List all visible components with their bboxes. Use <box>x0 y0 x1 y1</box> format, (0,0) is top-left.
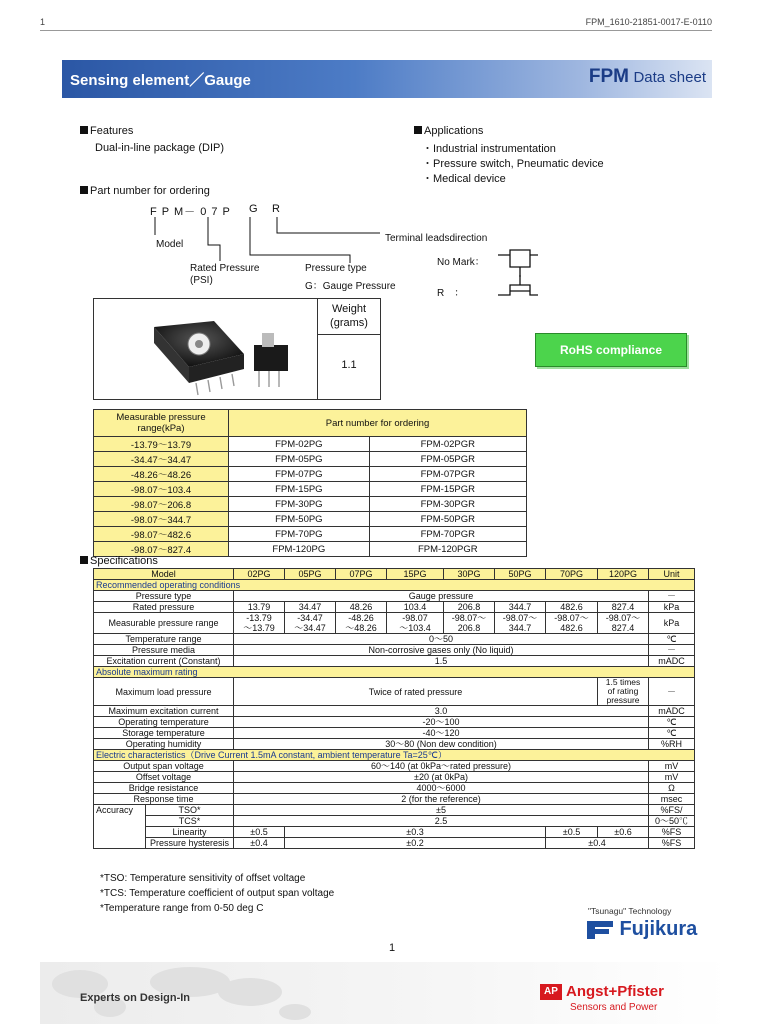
title-banner <box>62 60 712 98</box>
pn-part-gr: FPM-07PGR <box>369 467 526 482</box>
spec-unit: － <box>649 645 695 656</box>
label-no-mark: No Mark： <box>437 257 485 268</box>
pn-table-body <box>94 437 527 557</box>
spec-value: ±0.6 <box>598 827 649 838</box>
spec-value: ±0.4 <box>546 838 649 849</box>
part-number-table <box>93 409 527 557</box>
pn-row <box>94 467 527 482</box>
mpr-cell: -34.47 ～34.47 <box>285 613 336 634</box>
spec-value: ±0.5 <box>234 827 285 838</box>
spec-value: 4000～6000 <box>234 783 649 794</box>
spec-unit: msec <box>649 794 695 805</box>
spec-value: ±20 (at 0kPa) <box>234 772 649 783</box>
pn-range: -98.07～827.4 <box>94 542 229 557</box>
spec-col-head: 15PG <box>387 569 444 580</box>
section-electric: Electric characteristics（Drive Current 1.5mA constant, ambient temperature Ta=25℃） <box>94 750 695 761</box>
mpr-cell: -98.07～ 206.8 <box>444 613 495 634</box>
spec-value: 13.79 <box>234 602 285 613</box>
page-number: 1 <box>389 942 396 954</box>
pn-row <box>94 437 527 452</box>
label-rated-unit: (PSI) <box>190 275 213 286</box>
spec-col-head: 02PG <box>234 569 285 580</box>
spec-unit: Ω <box>649 783 695 794</box>
spec-col-head: 30PG <box>444 569 495 580</box>
spec-unit: kPa <box>649 613 695 634</box>
pn-range: -34.47～34.47 <box>94 452 229 467</box>
product-name: FPM <box>588 66 629 87</box>
section-recommended: Recommended operating conditions <box>94 580 695 591</box>
spec-value: Non-corrosive gases only (No liquid) <box>234 645 649 656</box>
spec-value: 60～140 (at 0kPa～rated pressure) <box>234 761 649 772</box>
pn-part-gr: FPM-50PGR <box>369 512 526 527</box>
spec-row-label: Temperature range <box>94 634 234 645</box>
pn-head-part: Part number for ordering <box>229 410 527 437</box>
pn-range: -98.07～482.6 <box>94 527 229 542</box>
banner-title: Sensing element／Gauge <box>70 72 251 89</box>
spec-value: 30～80 (Non dew condition) <box>234 739 649 750</box>
spec-value: ±5 <box>234 805 649 816</box>
spec-value: -40～120 <box>234 728 649 739</box>
part-code-type: G <box>249 203 258 215</box>
spec-value: ±0.3 <box>285 827 546 838</box>
spec-col-head: 05PG <box>285 569 336 580</box>
banner-subtitle: Data sheet <box>633 69 706 86</box>
spec-unit: %RH <box>649 739 695 750</box>
footnotes <box>100 871 334 916</box>
spec-unit: 0～50℃ <box>649 816 695 827</box>
header-page-num: 1 <box>40 17 46 27</box>
mpr-cell: -98.07～ 344.7 <box>495 613 546 634</box>
mpr-cell: -98.07～ 827.4 <box>598 613 649 634</box>
label-gauge-pressure: G：Gauge Pressure <box>305 281 396 292</box>
spec-row-label: TSO* <box>146 805 234 816</box>
spec-col-head: 50PG <box>495 569 546 580</box>
spec-unit: － <box>649 678 695 706</box>
product-photo-frame <box>93 298 318 400</box>
weight-label: Weight <box>331 303 367 315</box>
weight-unit: (grams) <box>330 317 368 329</box>
label-pressure-type: Pressure type <box>305 263 367 274</box>
tsunagu-tagline: "Tsunagu" Technology <box>588 906 672 916</box>
spec-row-label: Maximum load pressure <box>94 678 234 706</box>
spec-value: 344.7 <box>495 602 546 613</box>
footnote: *TSO: Temperature sensitivity of offset voltage <box>100 873 306 884</box>
spec-row-label: Pressure hysteresis <box>146 838 234 849</box>
bullet-square-icon <box>414 126 422 134</box>
pn-range: -13.79～13.79 <box>94 437 229 452</box>
spec-row-label: Operating humidity <box>94 739 234 750</box>
spec-value: 0～50 <box>234 634 649 645</box>
spec-value: Gauge pressure <box>234 591 649 602</box>
mpr-cell: -48.26 ～48.26 <box>336 613 387 634</box>
footnote: *Temperature range from 0-50 deg C <box>100 903 264 914</box>
document-id: FPM_1610-21851-0017-E-0110 <box>585 17 712 27</box>
pn-part-g: FPM-120PG <box>229 542 370 557</box>
spec-row-label: Pressure type <box>94 591 234 602</box>
pn-row <box>94 527 527 542</box>
bullet-square-icon <box>80 556 88 564</box>
spec-unit: － <box>649 591 695 602</box>
spec-value: 827.4 <box>598 602 649 613</box>
spec-value-120: 1.5 times of rating pressure <box>598 678 649 706</box>
pn-part-gr: FPM-05PGR <box>369 452 526 467</box>
pn-part-g: FPM-07PG <box>229 467 370 482</box>
spec-row-label: Pressure media <box>94 645 234 656</box>
weight-box <box>318 298 381 400</box>
pn-row <box>94 452 527 467</box>
spec-row-label: Maximum excitation current <box>94 706 234 717</box>
spec-row-label: Operating temperature <box>94 717 234 728</box>
spec-value: ±0.4 <box>234 838 285 849</box>
spec-unit: mADC <box>649 706 695 717</box>
spec-row-label: Linearity <box>146 827 234 838</box>
angst-pfister-name: Angst+Pfister <box>566 983 664 1000</box>
spec-row-label: Offset voltage <box>94 772 234 783</box>
pn-part-gr: FPM-70PGR <box>369 527 526 542</box>
rated-pressure-row <box>94 602 695 613</box>
spec-value: -20～100 <box>234 717 649 728</box>
pn-head-range: Measurable pressure range(kPa) <box>94 410 229 437</box>
features-heading: Features <box>80 125 133 137</box>
mpr-cell: -98.07 ～103.4 <box>387 613 444 634</box>
pn-part-g: FPM-30PG <box>229 497 370 512</box>
spec-unit: %FS <box>649 827 695 838</box>
section-absolute: Absolute maximum rating <box>94 667 695 678</box>
pn-part-gr: FPM-02PGR <box>369 437 526 452</box>
pn-row <box>94 497 527 512</box>
spec-unit: ℃ <box>649 728 695 739</box>
fujikura-logo: Fujikura <box>585 918 697 941</box>
spec-unit: mV <box>649 761 695 772</box>
pn-part-g: FPM-15PG <box>229 482 370 497</box>
spec-value: 3.0 <box>234 706 649 717</box>
pn-range: -98.07～206.8 <box>94 497 229 512</box>
spec-value: ±0.2 <box>285 838 546 849</box>
applications-heading: Applications <box>414 125 483 137</box>
spec-row-label: TCS* <box>146 816 234 827</box>
fujikura-mark-icon <box>585 919 615 941</box>
bullet-square-icon <box>80 186 88 194</box>
spec-value: 1.5 <box>234 656 649 667</box>
accuracy-label: Accuracy <box>94 805 146 849</box>
spec-value: ±0.5 <box>546 827 598 838</box>
pn-part-g: FPM-02PG <box>229 437 370 452</box>
spec-row-label: Bridge resistance <box>94 783 234 794</box>
spec-col-head: 70PG <box>546 569 598 580</box>
application-item: ・Industrial instrumentation <box>422 143 556 155</box>
ordering-heading: Part number for ordering <box>80 185 210 197</box>
spec-value: 482.6 <box>546 602 598 613</box>
spec-model-label: Model <box>94 569 234 580</box>
spec-unit: %FS <box>649 838 695 849</box>
pn-range: -48.26～48.26 <box>94 467 229 482</box>
rohs-badge: RoHS compliance <box>535 333 687 367</box>
sensor-image-icon <box>94 299 317 399</box>
spec-unit: %FS/ <box>649 805 695 816</box>
pn-row <box>94 512 527 527</box>
applications-list <box>422 142 604 187</box>
spec-unit-head: Unit <box>649 569 695 580</box>
spec-value: 2.5 <box>234 816 649 827</box>
spec-unit: kPa <box>649 602 695 613</box>
specs-heading: Specifications <box>80 555 158 567</box>
header-divider <box>40 30 712 31</box>
spec-table <box>93 568 695 849</box>
pn-part-gr: FPM-30PGR <box>369 497 526 512</box>
pn-part-g: FPM-50PG <box>229 512 370 527</box>
spec-unit: ℃ <box>649 634 695 645</box>
spec-unit: mADC <box>649 656 695 667</box>
mpr-cell: -98.07～ 482.6 <box>546 613 598 634</box>
pn-row <box>94 482 527 497</box>
weight-value: 1.1 <box>341 359 357 371</box>
pn-part-g: FPM-05PG <box>229 452 370 467</box>
spec-row-label: Storage temperature <box>94 728 234 739</box>
spec-value: 2 (for the reference) <box>234 794 649 805</box>
angst-pfister-tagline: Sensors and Power <box>570 1002 658 1013</box>
spec-row-label: Response time <box>94 794 234 805</box>
bullet-square-icon <box>80 126 88 134</box>
spec-row-label: Rated pressure <box>94 602 234 613</box>
spec-row-label: Output span voltage <box>94 761 234 772</box>
spec-unit: mV <box>649 772 695 783</box>
spec-unit: ℃ <box>649 717 695 728</box>
application-item: ・Pressure switch, Pneumatic device <box>422 158 604 170</box>
spec-value: 48.26 <box>336 602 387 613</box>
pn-part-g: FPM-70PG <box>229 527 370 542</box>
pn-range: -98.07～103.4 <box>94 482 229 497</box>
part-code-terminal: R <box>272 203 280 215</box>
footer-slogan: Experts on Design-In <box>80 992 191 1004</box>
features-item: Dual-in-line package (DIP) <box>95 142 224 154</box>
label-model: Model <box>156 239 184 250</box>
footnote: *TCS: Temperature coefficient of output span voltage <box>100 888 335 899</box>
spec-value: Twice of rated pressure <box>234 678 598 706</box>
label-rated-pressure: Rated Pressure <box>190 263 260 274</box>
banner-product <box>589 66 706 88</box>
pn-part-gr: FPM-15PGR <box>369 482 526 497</box>
spec-row-label: Excitation current (Constant) <box>94 656 234 667</box>
spec-col-head: 07PG <box>336 569 387 580</box>
spec-value: 206.8 <box>444 602 495 613</box>
pn-row <box>94 542 527 557</box>
footer-bar <box>40 962 730 1024</box>
pn-range: -98.07～344.7 <box>94 512 229 527</box>
spec-value: 34.47 <box>285 602 336 613</box>
mpr-cell: -13.79 ～13.79 <box>234 613 285 634</box>
angst-pfister-mark: AP <box>540 984 562 1000</box>
label-r-mark: R ： <box>437 288 465 299</box>
application-item: ・Medical device <box>422 173 506 185</box>
part-code-base: F P M－ 0 7 P <box>150 206 231 218</box>
spec-value: 103.4 <box>387 602 444 613</box>
spec-row-label: Measurable pressure range <box>94 613 234 634</box>
pn-part-gr: FPM-120PGR <box>369 542 526 557</box>
spec-col-head: 120PG <box>598 569 649 580</box>
label-terminal-direction: Terminal leadsdirection <box>385 233 488 244</box>
